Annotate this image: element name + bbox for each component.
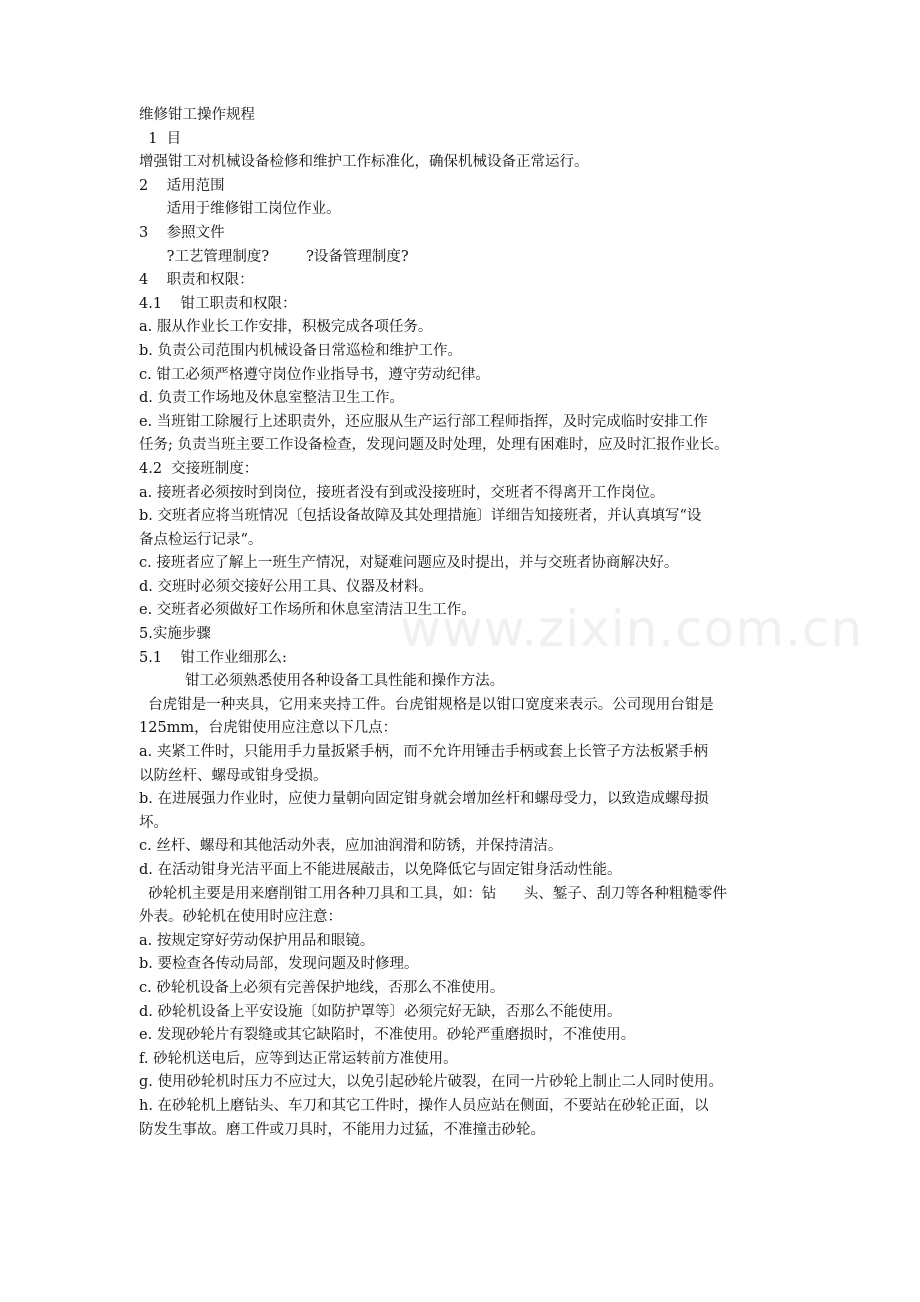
text-line: e. 当班钳工除履行上述职责外，还应服从生产运行部工程师指挥，及时完成临时安排工作 bbox=[139, 413, 708, 430]
text-line: 防发生事故。磨工件或刀具时，不能用力过猛，不准撞击砂轮。 bbox=[139, 1121, 545, 1138]
text-line: 台虎钳是一种夹具，它用来夹持工件。台虎钳规格是以钳口宽度来表示。公司现用台钳是 bbox=[139, 696, 714, 713]
text-line: a. 服从作业长工作安排，积极完成各项任务。 bbox=[139, 319, 433, 336]
text-line: h. 在砂轮机上磨钻头、车刀和其它工件时，操作人员应站在侧面，不要站在砂轮正面，以 bbox=[139, 1097, 709, 1114]
text-line: a. 接班者必须按时到岗位，接班者没有到或没接班时，交班者不得离开工作岗位。 bbox=[139, 484, 665, 501]
text-line: b. 负责公司范围内机械设备日常巡检和维护工作。 bbox=[139, 342, 462, 359]
text-line: g. 使用砂轮机时压力不应过大，以免引起砂轮片破裂，在同一片砂轮上制止二人同时使用。 bbox=[139, 1074, 723, 1091]
text-line: a. 按规定穿好劳动保护用品和眼镜。 bbox=[139, 932, 375, 949]
text-line: b. 在进展强力作业时，应使力量朝向固定钳身就会增加丝杆和螺母受力，以致造成螺母损 bbox=[139, 791, 709, 808]
text-line: 坏。 bbox=[139, 814, 168, 831]
text-line: 备点检运行记录“。 bbox=[139, 531, 263, 548]
text-line: 4.1 钳工职责和权限： bbox=[139, 295, 297, 312]
text-line: d. 交班时必须交接好公用工具、仪器及材料。 bbox=[139, 578, 433, 595]
text-line: 125mm，台虎钳使用应注意以下几点： bbox=[139, 720, 398, 737]
text-line: e. 交班者必须做好工作场所和休息室清洁卫生工作。 bbox=[139, 602, 476, 619]
text-line: ?工艺管理制度? ?设备管理制度? bbox=[139, 248, 409, 265]
text-line: c. 丝杆、螺母和其他活动外表，应加油润滑和防锈，并保持清洁。 bbox=[139, 838, 563, 855]
text-line: 钳工必须熟悉使用各种设备工具性能和操作方法。 bbox=[139, 673, 505, 690]
text-line: c. 钳工必须严格遵守岗位作业指导书，遵守劳动纪律。 bbox=[139, 366, 490, 383]
text-line: f. 砂轮机送电后，应等到达正常运转前方准使用。 bbox=[139, 1050, 458, 1067]
text-line: 砂轮机主要是用来磨削钳工用各种刀具和工具，如：钻 头、錾子、刮刀等各种粗糙零件 bbox=[139, 885, 727, 902]
text-line: 外表。砂轮机在使用时应注意： bbox=[139, 909, 342, 926]
text-line: 任务; 负责当班主要工作设备检查，发现问题及时处理，处理有困难时，应及时汇报作业长。 bbox=[139, 437, 729, 454]
text-line: 适用于维修钳工岗位作业。 bbox=[139, 201, 341, 218]
document-title: 维修钳工操作规程 bbox=[139, 107, 255, 123]
text-line: d. 砂轮机设备上平安设施〔如防护罩等〕必须完好无缺，否那么不能使用。 bbox=[139, 1003, 622, 1020]
text-line: 以防丝杆、螺母或钳身受损。 bbox=[139, 767, 328, 784]
text-line: d. 负责工作场地及休息室整洁卫生工作。 bbox=[139, 390, 404, 407]
text-line: a. 夹紧工件时，只能用手力量扳紧手柄，而不允许用锤击手柄或套上长管子方法板紧手柄 bbox=[139, 744, 708, 761]
text-line: 2 适用范围 bbox=[139, 177, 225, 194]
document-body bbox=[139, 104, 799, 1142]
watermark: www.zixin.com.cn bbox=[400, 600, 864, 658]
text-line: e. 发现砂轮片有裂缝或其它缺陷时，不准使用。砂轮严重磨损时，不准使用。 bbox=[139, 1027, 636, 1044]
text-line: 1 目 bbox=[139, 130, 182, 147]
text-line: d. 在活动钳身光洁平面上不能进展敲击，以免降低它与固定钳身活动性能。 bbox=[139, 862, 622, 878]
text-line: b. 要检查各传动局部，发现问题及时修理。 bbox=[139, 956, 419, 973]
text-line: 5.1 钳工作业细那么: bbox=[139, 649, 287, 666]
text-line: c. 接班者应了解上一班生产情况，对疑难问题应及时提出，并与交班者协商解决好。 bbox=[139, 555, 679, 572]
text-line: c. 砂轮机设备上必须有完善保护地线，否那么不准使用。 bbox=[139, 979, 505, 996]
text-line: b. 交班者应将当班情况〔包括设备故障及其处理措施〕详细告知接班者，并认真填写“设 bbox=[139, 508, 702, 525]
text-line: 4.2 交接班制度： bbox=[139, 460, 259, 477]
text-line: 3 参照文件 bbox=[139, 224, 225, 241]
text-line: 增强钳工对机械设备检修和维护工作标准化，确保机械设备正常运行。 bbox=[139, 154, 589, 171]
text-line: 4 职责和权限： bbox=[139, 272, 254, 289]
text-line: 5.实施步骤 bbox=[139, 626, 211, 643]
